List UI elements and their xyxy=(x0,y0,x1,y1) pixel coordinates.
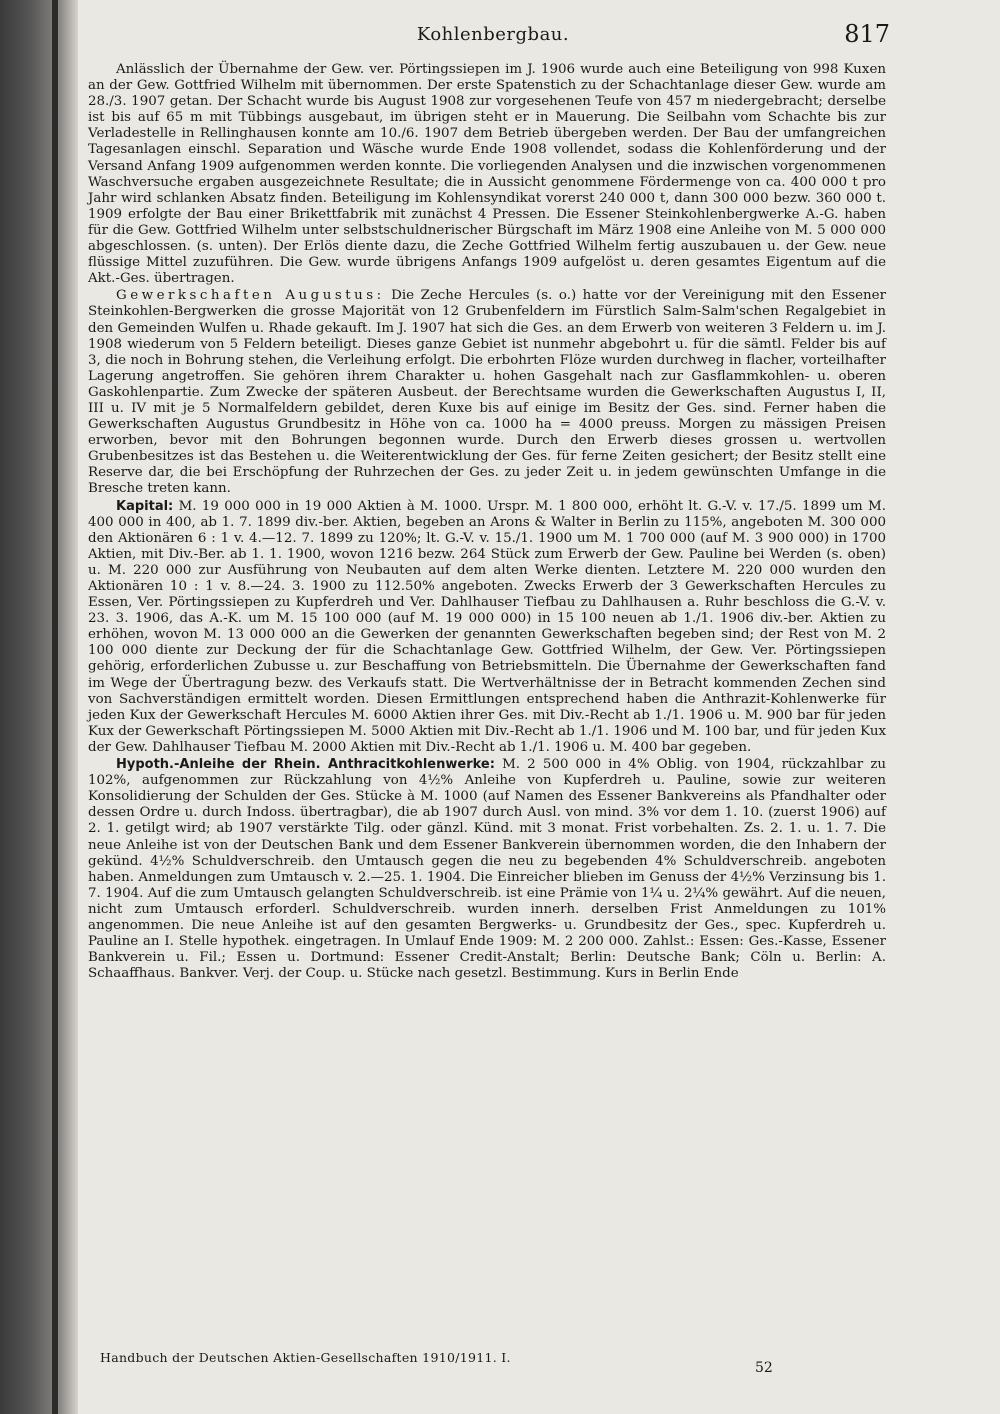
signature-mark: 52 xyxy=(755,1360,773,1376)
page-header xyxy=(88,18,898,48)
page-number: 817 xyxy=(844,20,890,48)
body-text xyxy=(88,62,886,982)
paragraph-text: M. 19 000 000 in 19 000 Aktien à M. 1000. Urspr. M. 1 800 000, erhöht lt. G.-V. v. 17./5. 1899 um M. 400 000 in 400, ab 1. 7. 1899 div.-ber. Aktien, begeben an Arons & Walter in Berlin zu 115%, angeboten M. 300 000 den Aktionären 6 : 1 v. 4.—12. 7. 1899 zu 120%; lt. G.-V. v. 15./1. 1900 um M. 1 700 000 (auf M. 3 900 000) in 1700 Aktien, mit Div.-Ber. ab 1. 1. 1900, wovon 1216 bezw. 264 Stück zum Erwerb der Gew. Pauline bei Werden (s. oben) u. M. 220 000 zur Ausführung von Neubauten auf dem alten Werke dienten. Letztere M. 220 000 wurden den Aktionären 10 : 1 v. 8.—24. 3. 1900 zu 112.50% angeboten. Zwecks Erwerb der 3 Gewerkschaften Hercules zu Essen, Ver. Pörtingssiepen zu Kupferdreh und Ver. Dahlhauser Tiefbau zu Dahlhausen a. Ruhr beschloss die G.-V. v. 23. 3. 1906, das A.-K. um M. 15 100 000 (auf M. 19 000 000) in 15 100 neuen ab 1./1. 1906 div.-ber. Aktien zu erhöhen, wovon M. 13 000 000 an die Gewerken der genannten Gewerkschaften begeben sind; der Rest von M. 2 100 000 diente zur Deckung der für die Schachtanlage Gew. Gottfried Wilhelm, der Gew. Ver. Pörtingssiepen gehörig, erforderlichen Zubusse u. zur Beschaffung von Betriebsmitteln. Die Übernahme der Gewerkschaften fand im Wege der Übertragung bezw. des Verkaufs statt. Die Wertverhältnisse der in Betracht kommenden Zechen sind von Sachverständigen ermittelt worden. Diesen Ermittlungen entsprechend haben die Anthrazit-Kohlenwerke für jeden Kux der Gewerkschaft Hercules M. 6000 Aktien ihrer Ges. mit Div.-Recht ab 1./1. 1906 u. M. 900 bar für jeden Kux der Gewerkschaft Pörtingssiepen M. 5000 Aktien mit Div.-Recht ab 1./1. 1906 und M. 100 bar, und für jeden Kux der Gew. Dahlhauser Tiefbau M. 2000 Aktien mit Div.-Recht ab 1./1. 1906 u. M. 400 bar gegeben. xyxy=(88,498,887,755)
running-head: Kohlenbergbau. xyxy=(416,24,570,45)
paragraph-text: M. 2 500 000 in 4% Oblig. von 1904, rückzahlbar zu 102%, aufgenommen zur Rückzahlung von 4½% Anleihe von Kupferdreh u. Pauline, sowie zur weiteren Konsolidierung der Schulden der Ges. Stücke à M. 1000 (auf Namen des Essener Bankvereins als Pfandhalter oder dessen Ordre u. durch Indoss. übertragbar), die ab 1907 durch Ausl. von mind. 3% vor dem 1. 10. (zuerst 1906) auf 2. 1. getilgt wird; ab 1907 verstärkte Tilg. oder gänzl. Künd. mit 3 monat. Frist vorbehalten. Zs. 2. 1. u. 1. 7. Die neue Anleihe ist von der Deutschen Bank und dem Essener Bankverein übernommen worden, die den Inhabern der gekünd. 4½% Schuldverschreib. den Umtausch gegen die neu zu begebenden 4% Schuldverschreib. angeboten haben. Anmeldungen zum Umtausch v. 2.—25. 1. 1904. Die Einreicher blieben im Genuss der 4½% Verzinsung bis 1. 7. 1904. Auf die zum Umtausch gelangten Schuldverschreib. ist eine Prämie von 1¼ u. 2¼% gewährt. Auf die neuen, nicht zum Umtausch erforderl. Schuldverschreib. wurden innerh. derselben Frist Anmeldungen zu 101% angenommen. Die neue Anleihe ist auf den gesamten Bergwerks- u. Grundbesitz der Ges., spec. Kupferdreh u. Pauline an I. Stelle hypothek. eingetragen. In Umlauf Ende 1909: M. 2 200 000. Zahlst.: Essen: Ges.-Kasse, Essener Bankverein u. Fil.; Essen u. Dortmund: Essener Credit-Anstalt; Berlin: Deutsche Bank; Cöln u. Berlin: A. Schaaffhaus. Bankver. Verj. der Coup. u. Stücke nach gesetzl. Bestimmung. Kurs in Berlin Ende xyxy=(88,757,886,982)
binding-edge xyxy=(52,0,58,1414)
paragraph-gottfried-wilhelm xyxy=(88,62,886,287)
paragraph-anleihe xyxy=(88,757,886,982)
paragraph-text: Anlässlich der Übernahme der Gew. ver. Pörtingssiepen im J. 1906 wurde auch eine Beteiligung von 998 Kuxen an der Gew. Gottfried Wilhelm mit übernommen. Der erste Spatenstich zu der Schachtanlage dieser Gew. wurde am 28./3. 1907 getan. Der Schacht wurde bis August 1908 zur vorgesehenen Teufe von 457 m niedergebracht; derselbe ist bis auf 65 m mit Tübbings ausgebaut, im übrigen steht er in Mauerung. Die Seilbahn vom Schachte bis zur Verladestelle in Rellinghausen konnte am 10./6. 1907 dem Betrieb übergeben werden. Der Bau der umfangreichen Tagesanlagen einschl. Separation und Wäsche wurde Ende 1908 vollendet, sodass die Kohlenförderung und der Versand Anfang 1909 aufgenommen werden konnte. Die vorliegenden Analysen und die inzwischen vorgenommenen Waschversuche ergaben ausgezeichnete Resultate; die in Aussicht genommene Fördermenge von ca. 400 000 t pro Jahr wird schlanken Absatz finden. Beteiligung im Kohlensyndikat vorerst 240 000 t, dann 300 000 bezw. 360 000 t. 1909 erfolgte der Bau einer Brikettfabrik mit zunächst 4 Pressen. Die Essener Steinkohlenbergwerke A.-G. haben für die Gew. Gottfried Wilhelm unter selbstschuldnerischer Bürgschaft im März 1908 eine Anleihe von M. 5 000 000 abgeschlossen. (s. unten). Der Erlös diente dazu, die Zeche Gottfried Wilhelm fertig auszubauen u. der Gew. neue flüssige Mittel zuzuführen. Die Gew. wurde übrigens Anfangs 1909 aufgelöst u. deren gesamtes Eigentum auf die Akt.-Ges. übertragen. xyxy=(88,62,886,287)
paragraph-augustus xyxy=(88,288,886,497)
paragraph-text: Die Zeche Hercules (s. o.) hatte vor der Vereinigung mit den Essener Steinkohlen-Bergwerken die grosse Majorität von 12 Grubenfeldern im Fürstlich Salm-Salm'schen Regalgebiet in den Gemeinden Wulfen u. Rhade gekauft. Im J. 1907 hat sich die Ges. an dem Erwerb von weiteren 3 Feldern u. im J. 1908 wiederum von 5 Feldern beteiligt. Dieses ganze Gebiet ist nunmehr abgebohrt u. für die sämtl. Felder bis auf 3, die noch in Bohrung stehen, die Verleihung erfolgt. Die erbohrten Flöze wurden durchweg in flacher, vorteilhafter Lagerung angetroffen. Sie gehören ihrem Charakter u. hohen Gasgehalt nach zur Gasflammkohlen- u. oberen Gaskohlenpartie. Zum Zwecke der späteren Ausbeut. der Berechtsame wurden die Gewerkschaften Augustus I, II, III u. IV mit je 5 Normalfeldern gebildet, deren Kuxe bis auf einige im Besitz der Ges. sind. Ferner haben die Gewerkschaften Augustus Grundbesitz in Höhe von ca. 1000 ha = 4000 preuss. Morgen zu mässigen Preisen erworben, bevor mit den Bohrungen begonnen wurde. Durch den Erwerb dieses grossen u. wertvollen Grubenbesitzes ist das Bestehen u. die Weiterentwicklung der Ges. für ferne Zeiten gesichert; der Besitz stellt eine Reserve dar, die bei Erschöpfung der Ruhrzechen der Ges. zu jeder Zeit u. in jedem gewünschten Umfange in die Bresche treten kann. xyxy=(88,288,886,497)
footer-imprint: Handbuch der Deutschen Aktien-Gesellschaften 1910/1911. I. xyxy=(100,1350,511,1365)
section-heading-anleihe: Hypoth.-Anleihe der Rhein. Anthracitkohlenwerke: xyxy=(116,757,495,773)
section-lead-augustus: Gewerkschaften Augustus: xyxy=(116,288,385,304)
binding-spine-shadow xyxy=(0,0,78,1414)
paragraph-kapital xyxy=(88,499,886,757)
page-footer xyxy=(100,1350,880,1390)
section-heading-kapital: Kapital: xyxy=(116,498,174,514)
